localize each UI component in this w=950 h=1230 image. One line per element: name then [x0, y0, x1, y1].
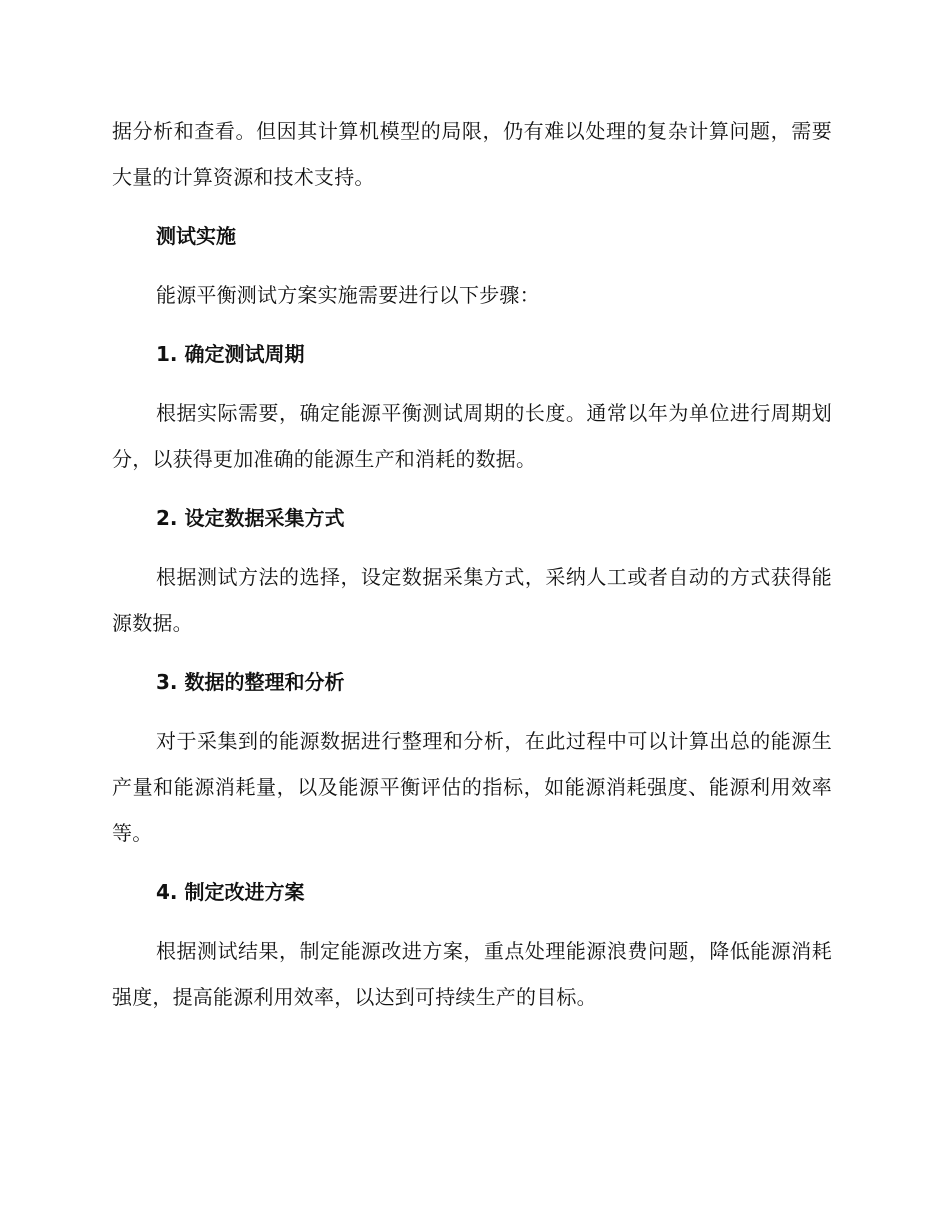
step-1-heading: 1. 确定测试周期	[156, 342, 305, 366]
step-4-body: 根据测试结果，制定能源改进方案，重点处理能源浪费问题，降低能源消耗强度，提高能源利用效率，以达到可持续生产的目标。	[112, 939, 832, 1009]
step-3-heading: 3. 数据的整理和分析	[156, 670, 345, 694]
step-1-body: 根据实际需要，确定能源平衡测试周期的长度。通常以年为单位进行周期划分，以获得更加准确的能源生产和消耗的数据。	[112, 401, 832, 471]
step-2-body: 根据测试方法的选择，设定数据采集方式，采纳人工或者自动的方式获得能源数据。	[112, 565, 832, 635]
document-page	[112, 108, 832, 1020]
section-intro: 能源平衡测试方案实施需要进行以下步骤：	[156, 283, 540, 307]
intro-paragraph: 据分析和查看。但因其计算机模型的局限，仍有难以处理的复杂计算问题，需要大量的计算资源和技术支持。	[112, 119, 832, 189]
section-title: 测试实施	[156, 224, 236, 248]
step-3-body: 对于采集到的能源数据进行整理和分析，在此过程中可以计算出总的能源生产量和能源消耗量，以及能源平衡评估的指标，如能源消耗强度、能源利用效率等。	[112, 729, 832, 845]
step-4-heading: 4. 制定改进方案	[156, 880, 305, 904]
step-2-heading: 2. 设定数据采集方式	[156, 506, 345, 530]
